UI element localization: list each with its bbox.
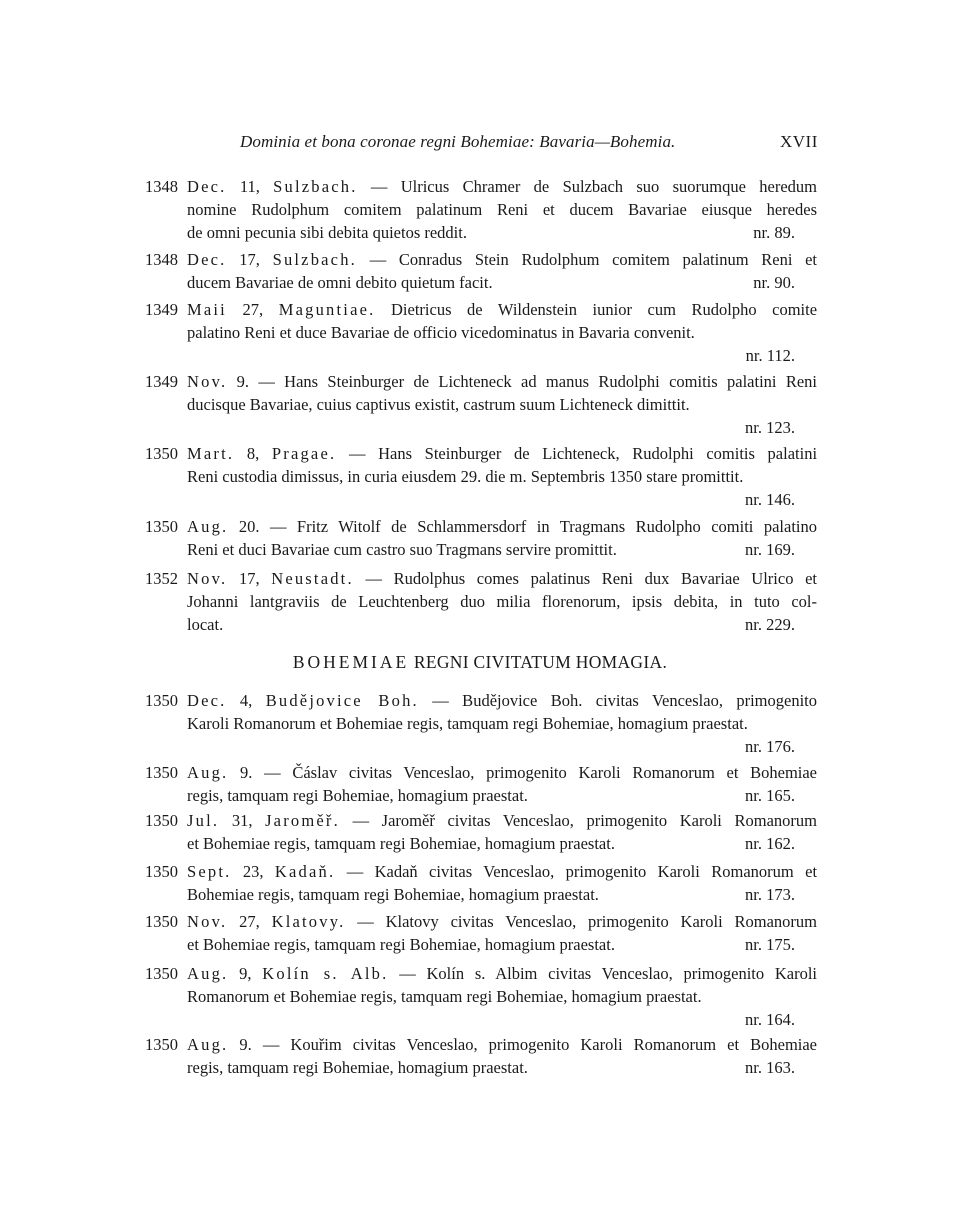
- entry-day: 17,: [239, 250, 260, 269]
- entry-reference: nr. 169.: [745, 540, 795, 560]
- entry-year: 1350: [145, 444, 178, 463]
- entry-body: [187, 567, 817, 637]
- entry-text: regis, tamquam regi Bohemiae, homagium praestat.: [187, 786, 528, 806]
- entry-place: Maguntiae.: [278, 300, 376, 319]
- entry-line: [187, 613, 817, 636]
- entry-body: [187, 298, 817, 368]
- entry-text: nomine Rudolphum comitem palatinum Reni et ducem Bavariae eiusque heredes: [187, 200, 817, 220]
- entry-line: [187, 538, 817, 561]
- entry-year: 1348: [145, 250, 178, 269]
- entry-line: [187, 298, 817, 321]
- regest-entry: [145, 910, 817, 956]
- entry-text: — Čáslav civitas Venceslao, primogenito Karoli Romanorum et Bohemiae: [264, 763, 818, 782]
- entry-day: 31,: [231, 811, 253, 830]
- entry-text: Karoli Romanorum et Bohemiae regis, tamquam regi Bohemiae, homagium praestat.: [187, 714, 748, 734]
- entry-body: [187, 761, 817, 807]
- entry-date: Maii: [187, 300, 227, 319]
- entry-text: ducem Bavariae de omni debito quietum facit.: [187, 273, 493, 293]
- section-title-word: BOHEMIAE: [292, 652, 410, 672]
- entry-text: et Bohemiae regis, tamquam regi Bohemiae, homagium praestat.: [187, 834, 615, 854]
- entry-body: [187, 515, 817, 561]
- entry-day: 9,: [239, 964, 252, 983]
- entry-date: Aug.: [187, 763, 229, 782]
- regest-entry: [145, 442, 817, 512]
- entry-line: [187, 175, 817, 198]
- entry-reference: nr. 146.: [745, 490, 795, 510]
- entry-line: [187, 761, 817, 784]
- regest-entry: [145, 515, 817, 561]
- entry-line: [187, 985, 817, 1008]
- entry-reference: nr. 164.: [745, 1010, 795, 1030]
- entry-date: Nov.: [187, 912, 228, 931]
- entry-place: Jaroměř.: [265, 811, 340, 830]
- entry-text: locat.: [187, 615, 224, 635]
- entry-line: [187, 271, 817, 294]
- regest-entry: [145, 370, 817, 440]
- entry-line: [187, 883, 817, 906]
- entry-place: Sulzbach.: [273, 177, 358, 196]
- entry-year: 1352: [145, 569, 178, 588]
- entry-line: [187, 832, 817, 855]
- entry-body: [187, 1033, 817, 1079]
- entry-text: Romanorum et Bohemiae regis, tamquam regi Bohemiae, homagium praestat.: [187, 987, 702, 1007]
- entry-line: [187, 515, 817, 538]
- entry-body: [187, 689, 817, 759]
- entry-text: Johanni lantgraviis de Leuchtenberg duo milia florenorum, ipsis debita, in tuto col-: [187, 592, 817, 612]
- entry-date: Sept.: [187, 862, 232, 881]
- entry-day: 9.: [236, 372, 249, 391]
- section-title-rest: REGNI CIVITATUM HOMAGIA.: [413, 652, 668, 672]
- entry-year: 1350: [145, 517, 178, 536]
- entry-place: Neustadt.: [271, 569, 354, 588]
- entry-line: [187, 590, 817, 613]
- running-header: [0, 132, 960, 156]
- entry-line: [187, 784, 817, 807]
- entry-date: Aug.: [187, 1035, 229, 1054]
- entry-year: 1350: [145, 1035, 178, 1054]
- entry-day: 27,: [242, 300, 264, 319]
- regest-entry: [145, 298, 817, 368]
- entry-line: [187, 910, 817, 933]
- entry-text: Bohemiae regis, tamquam regi Bohemiae, homagium praestat.: [187, 885, 599, 905]
- entry-date: Nov.: [187, 372, 228, 391]
- entry-text: — Hans Steinburger de Lichteneck, Rudolphi comitis palatini: [348, 444, 818, 463]
- entry-line: [187, 370, 817, 393]
- page-number: XVII: [780, 132, 818, 151]
- entry-text: ducisque Bavariae, cuius captivus existit, castrum suum Lichteneck dimittit.: [187, 395, 690, 415]
- entry-line: [187, 689, 817, 712]
- entry-line: [187, 248, 817, 271]
- regest-entry: [145, 1033, 817, 1079]
- entry-line: [187, 1056, 817, 1079]
- entry-line: [187, 567, 817, 590]
- entry-line: [187, 465, 817, 488]
- entry-reference: nr. 123.: [745, 418, 795, 438]
- entry-text: Reni et duci Bavariae cum castro suo Tragmans servire promittit.: [187, 540, 617, 560]
- entry-body: [187, 962, 817, 1032]
- entry-day: 17,: [238, 569, 260, 588]
- entry-text: — Rudolphus comes palatinus Reni dux Bavariae Ulrico et: [365, 569, 818, 588]
- entry-reference: nr. 90.: [753, 273, 795, 293]
- entry-text: — Kouřim civitas Venceslao, primogenito Karoli Romanorum et Bohemiae: [262, 1035, 818, 1054]
- entry-text: — Fritz Witolf de Schlammersdorf in Tragmans Rudolpho comiti palatino: [269, 517, 817, 536]
- entry-text: — Klatovy civitas Venceslao, primogenito Karoli Romanorum: [357, 912, 818, 931]
- entry-line: [187, 962, 817, 985]
- regest-entry: [145, 809, 817, 855]
- entry-text: Dietricus de Wildenstein iunior cum Rudolpho comite: [391, 300, 818, 319]
- entry-body: [187, 860, 817, 906]
- entry-text: — Jaroměř civitas Venceslao, primogenito Karoli Romanorum: [352, 811, 818, 830]
- entry-place: Klatovy.: [271, 912, 346, 931]
- entry-day: 9.: [239, 1035, 252, 1054]
- entry-date: Aug.: [187, 964, 229, 983]
- entry-body: [187, 442, 817, 512]
- entry-reference: nr. 112.: [745, 346, 795, 366]
- entry-line: [187, 221, 817, 244]
- entry-date: Dec.: [187, 691, 227, 710]
- entry-line: [187, 393, 817, 416]
- entry-reference: nr. 229.: [745, 615, 795, 635]
- entry-day: 9.: [240, 763, 253, 782]
- regest-entry: [145, 567, 817, 637]
- entry-year: 1350: [145, 912, 178, 931]
- entry-year: 1350: [145, 763, 178, 782]
- entry-text: de omni pecunia sibi debita quietos reddit.: [187, 223, 467, 243]
- entry-day: 27,: [239, 912, 260, 931]
- regest-entry: [145, 175, 817, 245]
- entry-text: — Conradus Stein Rudolphum comitem palatinum Reni et: [369, 250, 818, 269]
- entry-date: Dec.: [187, 250, 227, 269]
- entry-line: [187, 321, 817, 344]
- entry-year: 1350: [145, 811, 178, 830]
- entry-year: 1349: [145, 300, 178, 319]
- entry-place: Sulzbach.: [272, 250, 357, 269]
- entry-text: Reni custodia dimissus, in curia eiusdem 29. die m. Septembris 1350 stare promittit.: [187, 467, 744, 487]
- entry-body: [187, 370, 817, 440]
- entry-line: [187, 442, 817, 465]
- entry-reference: nr. 176.: [745, 737, 795, 757]
- entry-text: et Bohemiae regis, tamquam regi Bohemiae, homagium praestat.: [187, 935, 615, 955]
- entry-line: [187, 712, 817, 735]
- regest-entry: [145, 962, 817, 1032]
- entry-place: Pragae.: [271, 444, 337, 463]
- entry-date: Mart.: [187, 444, 235, 463]
- entry-text: — Hans Steinburger de Lichteneck ad manus Rudolphi comitis palatini Reni: [258, 372, 818, 391]
- entry-year: 1350: [145, 862, 178, 881]
- entry-day: 4,: [239, 691, 253, 710]
- section-title: [0, 652, 960, 673]
- entry-text: palatino Reni et duce Bavariae de officio vicedominatus in Bavaria convenit.: [187, 323, 695, 343]
- entry-date: Nov.: [187, 569, 228, 588]
- regest-entry: [145, 860, 817, 906]
- entry-body: [187, 809, 817, 855]
- entry-day: 23,: [242, 862, 264, 881]
- entry-reference: nr. 165.: [745, 786, 795, 806]
- entry-body: [187, 248, 817, 294]
- entry-text: — Kolín s. Albim civitas Venceslao, primogenito Karoli: [399, 964, 818, 983]
- entry-date: Dec.: [187, 177, 227, 196]
- entry-body: [187, 175, 817, 245]
- entry-date: Aug.: [187, 517, 229, 536]
- entry-text: regis, tamquam regi Bohemiae, homagium praestat.: [187, 1058, 528, 1078]
- entry-text: — Kadaň civitas Venceslao, primogenito Karoli Romanorum et: [346, 862, 818, 881]
- entry-year: 1349: [145, 372, 178, 391]
- entry-day: 8,: [246, 444, 260, 463]
- entry-body: [187, 910, 817, 956]
- entry-place: Kadaň.: [274, 862, 336, 881]
- entry-line: [187, 1033, 817, 1056]
- entry-reference: nr. 175.: [745, 935, 795, 955]
- entry-text: — Ulricus Chramer de Sulzbach suo suorumque heredum: [370, 177, 818, 196]
- entry-place: Budějovice Boh.: [265, 691, 419, 710]
- entry-line: [187, 860, 817, 883]
- entry-day: 11,: [239, 177, 260, 196]
- entry-line: [187, 198, 817, 221]
- entry-line: [187, 933, 817, 956]
- regest-entry: [145, 761, 817, 807]
- entry-year: 1350: [145, 964, 178, 983]
- entry-day: 20.: [238, 517, 260, 536]
- entry-line: [187, 809, 817, 832]
- entry-year: 1350: [145, 691, 178, 710]
- running-title: Dominia et bona coronae regni Bohemiae: Bavaria—Bohemia.: [240, 132, 676, 151]
- entry-place: Kolín s. Alb.: [262, 964, 389, 983]
- entry-reference: nr. 163.: [745, 1058, 795, 1078]
- entry-reference: nr. 89.: [753, 223, 795, 243]
- entry-date: Jul.: [187, 811, 220, 830]
- entry-reference: nr. 162.: [745, 834, 795, 854]
- entry-text: — Budějovice Boh. civitas Venceslao, primogenito: [432, 691, 818, 710]
- regest-entry: [145, 248, 817, 294]
- entry-year: 1348: [145, 177, 178, 196]
- regest-entry: [145, 689, 817, 759]
- entry-reference: nr. 173.: [745, 885, 795, 905]
